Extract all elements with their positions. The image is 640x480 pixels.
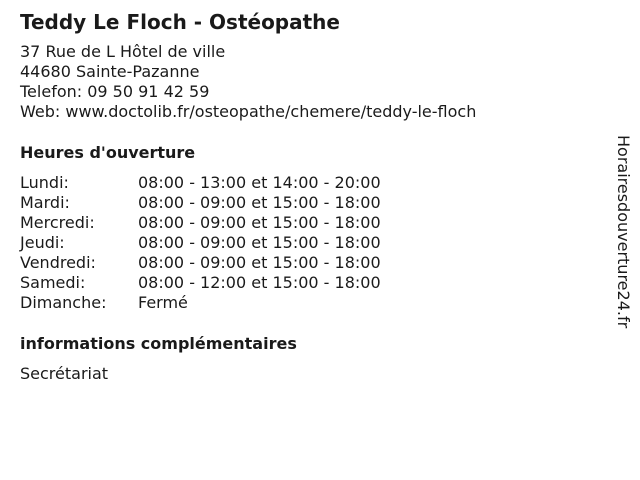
opening-hours-heading: Heures d'ouverture	[20, 143, 196, 162]
address-line-street: 37 Rue de L Hôtel de ville	[20, 42, 226, 61]
hours-time-value: 08:00 - 13:00 et 14:00 - 20:00	[138, 173, 381, 192]
hours-row-friday	[20, 253, 600, 273]
hours-row-sunday	[20, 293, 600, 313]
site-watermark: Horairesdouverture24.fr	[614, 135, 633, 329]
additional-info-text: Secrétariat	[20, 364, 109, 383]
hours-time-value: 08:00 - 09:00 et 15:00 - 18:00	[138, 233, 381, 252]
opening-hours-table	[20, 173, 600, 313]
address-line-city: 44680 Sainte-Pazanne	[20, 62, 200, 81]
hours-time-value: 08:00 - 09:00 et 15:00 - 18:00	[138, 213, 381, 232]
hours-row-wednesday	[20, 213, 600, 233]
hours-day-label: Jeudi:	[20, 233, 65, 252]
hours-time-value: Fermé	[138, 293, 188, 312]
website-line: Web: www.doctolib.fr/osteopathe/chemere/teddy-le-floch	[20, 102, 477, 121]
phone-line: Telefon: 09 50 91 42 59	[20, 82, 210, 101]
hours-day-label: Dimanche:	[20, 293, 107, 312]
hours-time-value: 08:00 - 09:00 et 15:00 - 18:00	[138, 253, 381, 272]
hours-row-monday	[20, 173, 600, 193]
hours-row-tuesday	[20, 193, 600, 213]
hours-day-label: Mercredi:	[20, 213, 95, 232]
hours-row-saturday	[20, 273, 600, 293]
page-title: Teddy Le Floch - Ostéopathe	[20, 10, 340, 34]
hours-time-value: 08:00 - 12:00 et 15:00 - 18:00	[138, 273, 381, 292]
hours-day-label: Lundi:	[20, 173, 69, 192]
additional-info-heading: informations complémentaires	[20, 334, 297, 353]
hours-day-label: Samedi:	[20, 273, 86, 292]
hours-day-label: Mardi:	[20, 193, 70, 212]
hours-day-label: Vendredi:	[20, 253, 96, 272]
listing-card	[20, 10, 600, 384]
hours-time-value: 08:00 - 09:00 et 15:00 - 18:00	[138, 193, 381, 212]
hours-row-thursday	[20, 233, 600, 253]
